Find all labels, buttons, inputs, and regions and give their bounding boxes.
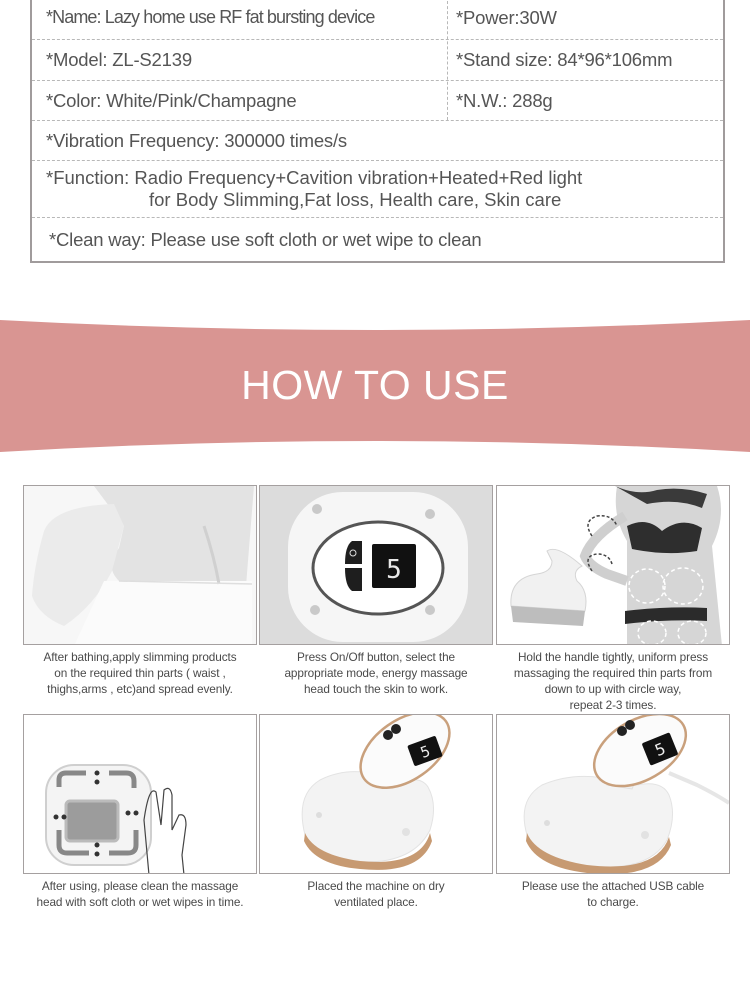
step-2-image bbox=[259, 485, 493, 645]
caption-line: After bathing,apply slimming products bbox=[43, 650, 237, 664]
svg-text:5: 5 bbox=[386, 555, 402, 585]
svg-text:5: 5 bbox=[418, 741, 433, 762]
caption-line: down to up with circle way, bbox=[544, 682, 682, 696]
spec-stand-size: *Stand size: 84*96*106mm bbox=[456, 49, 673, 70]
spec-name: *Name: Lazy home use RF fat bursting device bbox=[46, 7, 375, 27]
spec-row-clean bbox=[32, 218, 723, 261]
spec-function-line2: for Body Slimming,Fat loss, Health care, Skin care bbox=[149, 189, 562, 210]
spec-function-line1: *Function: Radio Frequency+Cavition vibration+Heated+Red light bbox=[46, 167, 583, 188]
device-standing-icon bbox=[260, 715, 493, 874]
spec-row-color bbox=[32, 81, 723, 121]
spec-row-name bbox=[32, 0, 723, 40]
step-4-image bbox=[23, 714, 257, 874]
step-6-caption bbox=[486, 878, 740, 910]
caption-line: Placed the machine on dry bbox=[307, 879, 445, 893]
woman-using-device-icon bbox=[497, 486, 730, 645]
spec-row-function bbox=[32, 161, 723, 218]
caption-line: Press On/Off button, select the bbox=[297, 650, 455, 664]
caption-line: Please use the attached USB cable bbox=[521, 879, 705, 893]
how-to-use-banner bbox=[0, 318, 750, 454]
spec-weight: *N.W.: 288g bbox=[456, 89, 553, 111]
step-2-caption bbox=[249, 649, 503, 697]
caption-line: Hold the handle tightly, uniform press bbox=[517, 650, 709, 664]
device-control-panel-icon bbox=[260, 486, 493, 645]
section-title: HOW TO USE bbox=[241, 362, 509, 408]
caption-line: massaging the required thin parts from bbox=[513, 666, 713, 680]
spec-table bbox=[30, 0, 725, 263]
spec-function bbox=[46, 167, 582, 211]
spec-row-model bbox=[32, 40, 723, 81]
step-4-caption bbox=[13, 878, 267, 910]
caption-line: to charge. bbox=[587, 895, 639, 909]
caption-line: appropriate mode, energy massage bbox=[284, 666, 468, 680]
step-5-image bbox=[259, 714, 493, 874]
spec-power: *Power:30W bbox=[456, 6, 557, 28]
spec-color: *Color: White/Pink/Champagne bbox=[46, 89, 297, 111]
device-charging-icon bbox=[497, 715, 730, 874]
spec-model: *Model: ZL-S2139 bbox=[46, 49, 192, 70]
step-6-image bbox=[496, 714, 730, 874]
caption-line: repeat 2-3 times. bbox=[569, 698, 657, 712]
step-3-caption bbox=[486, 649, 740, 713]
spec-clean-way: *Clean way: Please use soft cloth or wet wipe to clean bbox=[49, 228, 482, 250]
step-1-image bbox=[23, 485, 257, 645]
caption-line: After using, please clean the massage bbox=[41, 879, 239, 893]
step-1-caption bbox=[13, 649, 267, 697]
svg-text:5: 5 bbox=[652, 738, 669, 761]
massage-head-cleaning-icon bbox=[24, 715, 257, 874]
woman-back-towel-icon bbox=[24, 486, 257, 645]
caption-line: head touch the skin to work. bbox=[303, 682, 449, 696]
step-5-caption bbox=[249, 878, 503, 910]
caption-line: on the required thin parts ( waist , bbox=[54, 666, 226, 680]
caption-line: head with soft cloth or wet wipes in time. bbox=[36, 895, 244, 909]
caption-line: thighs,arms , etc)and spread evenly. bbox=[47, 682, 233, 696]
caption-line: ventilated place. bbox=[334, 895, 418, 909]
step-3-image bbox=[496, 485, 730, 645]
spec-vibration: *Vibration Frequency: 300000 times/s bbox=[46, 129, 347, 151]
spec-row-vibration bbox=[32, 121, 723, 161]
